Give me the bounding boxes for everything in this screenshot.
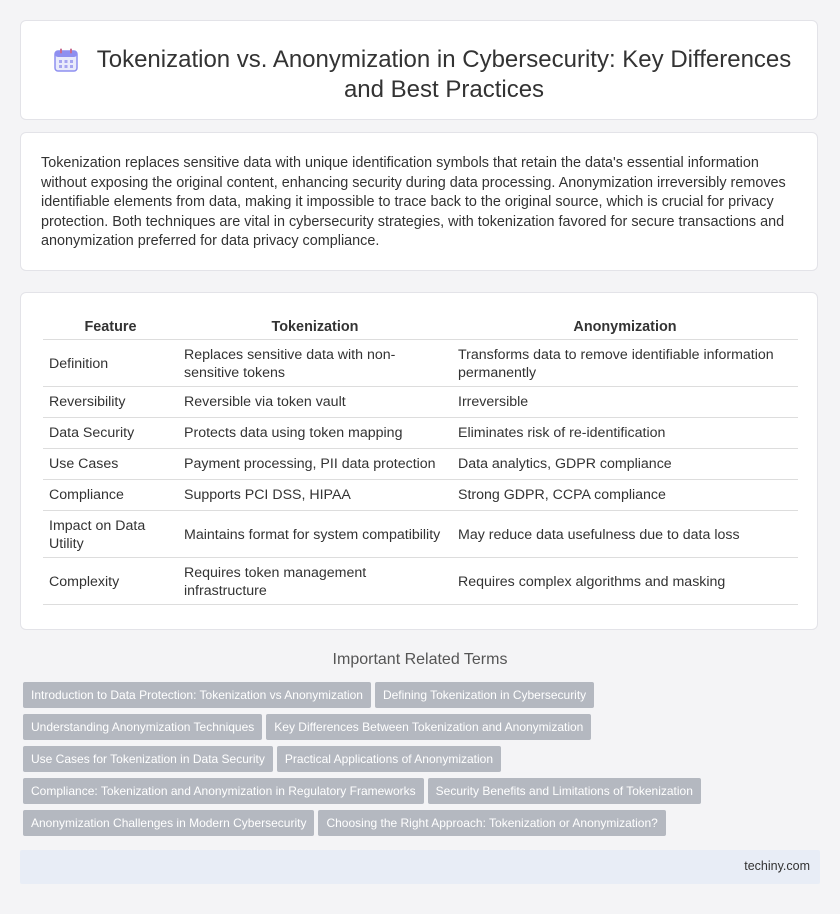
table-row bbox=[43, 511, 798, 558]
table-cell: Complexity bbox=[43, 558, 178, 605]
footer bbox=[20, 850, 820, 884]
related-term-tag[interactable]: Key Differences Between Tokenization and Anonymization bbox=[266, 714, 591, 740]
table-row bbox=[43, 387, 798, 418]
header-feature: Feature bbox=[43, 313, 178, 340]
table-row bbox=[43, 418, 798, 449]
calendar-icon bbox=[53, 47, 79, 73]
related-term-tag[interactable]: Practical Applications of Anonymization bbox=[277, 746, 501, 772]
table-row bbox=[43, 449, 798, 480]
table-cell: Payment processing, PII data protection bbox=[178, 449, 452, 480]
related-term-tag[interactable]: Use Cases for Tokenization in Data Security bbox=[23, 746, 273, 772]
table-cell: Requires complex algorithms and masking bbox=[452, 558, 798, 605]
header-anonymization: Anonymization bbox=[452, 313, 798, 340]
related-term-tag[interactable]: Introduction to Data Protection: Tokenization vs Anonymization bbox=[23, 682, 371, 708]
table-row bbox=[43, 558, 798, 605]
header-card bbox=[20, 20, 818, 120]
related-terms-list bbox=[23, 682, 813, 842]
related-term-tag[interactable]: Choosing the Right Approach: Tokenization or Anonymization? bbox=[318, 810, 665, 836]
table-cell: Maintains format for system compatibility bbox=[178, 511, 452, 558]
related-term-tag[interactable]: Compliance: Tokenization and Anonymization in Regulatory Frameworks bbox=[23, 778, 424, 804]
page-title: Tokenization vs. Anonymization in Cybersecurity: Key Differences and Best Practices bbox=[96, 46, 792, 103]
related-term-tag[interactable]: Security Benefits and Limitations of Tokenization bbox=[428, 778, 701, 804]
table-cell: Supports PCI DSS, HIPAA bbox=[178, 480, 452, 511]
table-cell: Irreversible bbox=[452, 387, 798, 418]
table-row bbox=[43, 480, 798, 511]
table-cell: Transforms data to remove identifiable information permanently bbox=[452, 340, 798, 387]
table-cell: Data Security bbox=[43, 418, 178, 449]
table-cell: Data analytics, GDPR compliance bbox=[452, 449, 798, 480]
table-cell: Protects data using token mapping bbox=[178, 418, 452, 449]
header-tokenization: Tokenization bbox=[178, 313, 452, 340]
table-cell: Impact on Data Utility bbox=[43, 511, 178, 558]
table-cell: Strong GDPR, CCPA compliance bbox=[452, 480, 798, 511]
table-header-row bbox=[43, 313, 798, 340]
related-term-tag[interactable]: Defining Tokenization in Cybersecurity bbox=[375, 682, 594, 708]
table-cell: Reversible via token vault bbox=[178, 387, 452, 418]
table-cell: Reversibility bbox=[43, 387, 178, 418]
intro-card bbox=[20, 132, 818, 271]
table-cell: Compliance bbox=[43, 480, 178, 511]
table-cell: May reduce data usefulness due to data loss bbox=[452, 511, 798, 558]
comparison-table bbox=[43, 313, 798, 605]
related-term-tag[interactable]: Understanding Anonymization Techniques bbox=[23, 714, 262, 740]
table-cell: Use Cases bbox=[43, 449, 178, 480]
related-terms-title: Important Related Terms bbox=[332, 651, 508, 668]
table-cell: Requires token management infrastructure bbox=[178, 558, 452, 605]
related-term-tag[interactable]: Anonymization Challenges in Modern Cybersecurity bbox=[23, 810, 314, 836]
comparison-card bbox=[20, 292, 818, 630]
table-cell: Definition bbox=[43, 340, 178, 387]
table-row bbox=[43, 340, 798, 387]
table-cell: Eliminates risk of re-identification bbox=[452, 418, 798, 449]
intro-text: Tokenization replaces sensitive data with unique identification symbols that retain the data's essential information without exposing the original content, enhancing security during data processing. Anonymization irreversibly removes identifiable elements from data, making it impossible to trace back to the original source, which is crucial for privacy protection. Both techniques are vital in cybersecurity strategies, with tokenization favored for secure transactions and anonymization preferred for data privacy compliance. bbox=[41, 155, 786, 250]
footer-site-link[interactable]: techiny.com bbox=[744, 859, 810, 873]
table-cell: Replaces sensitive data with non-sensitive tokens bbox=[178, 340, 452, 387]
